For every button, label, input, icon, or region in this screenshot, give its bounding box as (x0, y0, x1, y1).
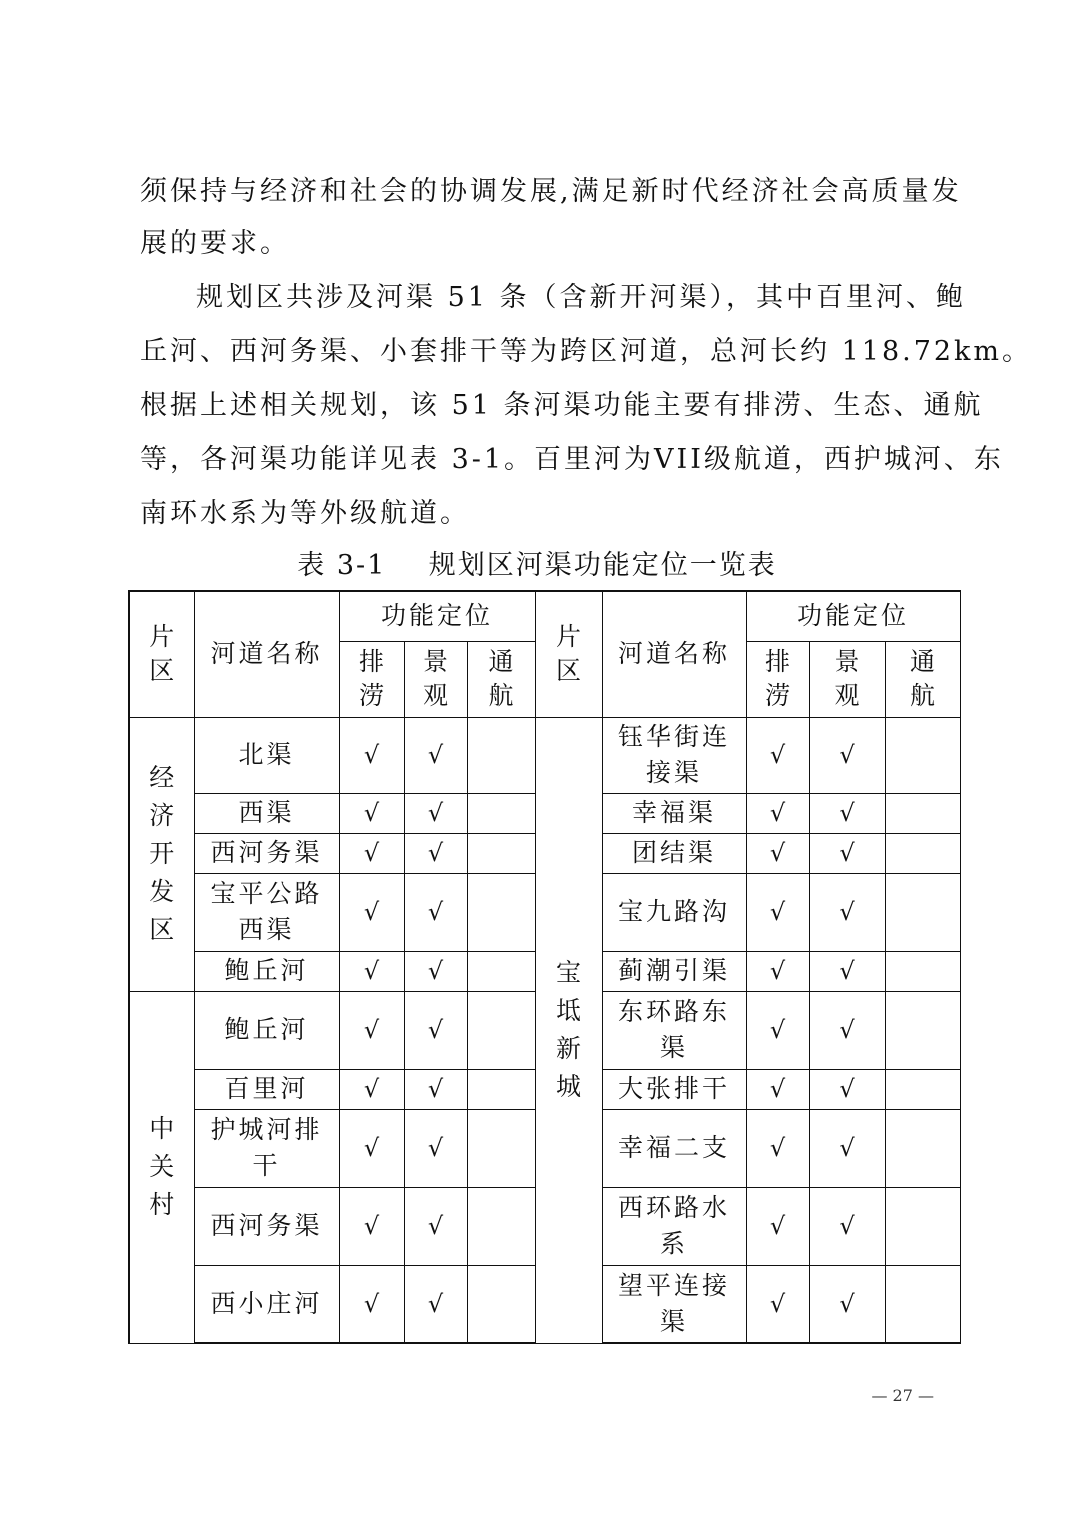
landscape-cell-text: √ (427, 957, 444, 985)
river-name-cell (602, 833, 746, 873)
landscape-cell (404, 1187, 467, 1265)
header-function (746, 591, 960, 641)
drainage-cell-text: √ (769, 957, 786, 985)
landscape-cell (809, 793, 885, 833)
river-name-cell (602, 717, 746, 793)
header-landscape (809, 641, 885, 717)
landscape-cell (809, 1069, 885, 1109)
river-name-cell-text: 西环路水系 (617, 1193, 730, 1258)
landscape-cell-text: √ (427, 1212, 444, 1240)
river-name-cell-text: 蓟潮引渠 (617, 956, 730, 985)
text-line: 展的要求。 (140, 228, 290, 259)
landscape-cell-text: √ (427, 839, 444, 867)
navigation-cell (885, 793, 960, 833)
navigation-cell (885, 833, 960, 873)
navigation-cell (885, 1187, 960, 1265)
header-function (339, 591, 535, 641)
header-river-name-text: 河道名称 (617, 639, 730, 669)
landscape-cell-text: √ (839, 799, 855, 827)
landscape-cell (809, 951, 885, 991)
header-landscape-text: 景观 (834, 646, 860, 710)
river-name-cell (602, 991, 746, 1069)
drainage-cell-text: √ (363, 1075, 380, 1103)
river-name-cell-text: 西河务渠 (210, 838, 323, 867)
river-name-cell (602, 793, 746, 833)
zone-cell-text: 宝坻新城 (555, 958, 581, 1101)
river-name-cell (602, 1265, 746, 1343)
drainage-cell (746, 793, 809, 833)
drainage-cell (339, 873, 404, 951)
drainage-cell (746, 873, 809, 951)
header-navigation-text: 通航 (909, 646, 935, 710)
river-name-cell (602, 1109, 746, 1187)
drainage-cell-text: √ (363, 1212, 380, 1240)
landscape-cell-text: √ (839, 1289, 855, 1318)
river-name-cell-text: 百里河 (224, 1074, 309, 1103)
table-caption: 表 3-1 规划区河渠功能定位一览表 (297, 550, 777, 581)
text-line: 须保持与经济和社会的协调发展,满足新时代经济社会高质量发 (140, 176, 962, 207)
header-drainage (339, 641, 404, 717)
river-name-cell-text: 西小庄河 (210, 1288, 323, 1318)
navigation-cell (885, 873, 960, 951)
navigation-cell (467, 833, 535, 873)
landscape-cell-text: √ (839, 898, 855, 926)
landscape-cell-text: √ (839, 741, 855, 769)
drainage-cell (746, 1265, 809, 1343)
drainage-cell (746, 1187, 809, 1265)
navigation-cell (885, 717, 960, 793)
navigation-cell (885, 1109, 960, 1187)
river-name-cell-text: 护城河排干 (210, 1115, 323, 1180)
landscape-cell-text: √ (839, 839, 855, 867)
drainage-cell-text: √ (769, 839, 786, 867)
header-navigation-text: 通航 (488, 646, 514, 710)
drainage-cell-text: √ (363, 839, 380, 867)
drainage-cell (339, 1187, 404, 1265)
zone-cell (535, 717, 602, 1343)
drainage-cell-text: √ (769, 1134, 786, 1162)
drainage-cell (746, 717, 809, 793)
river-name-cell (194, 717, 339, 793)
landscape-cell-text: √ (839, 957, 855, 985)
drainage-cell (746, 833, 809, 873)
drainage-cell-text: √ (363, 741, 380, 769)
river-name-cell-text: 北渠 (238, 740, 295, 769)
drainage-cell-text: √ (363, 1016, 380, 1044)
landscape-cell-text: √ (839, 1134, 855, 1162)
header-landscape-text: 景观 (422, 646, 448, 710)
header-drainage-text: 排涝 (764, 646, 790, 710)
river-name-cell (602, 1069, 746, 1109)
landscape-cell (809, 833, 885, 873)
drainage-cell-text: √ (769, 1212, 786, 1240)
drainage-cell (746, 991, 809, 1069)
header-function-text: 功能定位 (796, 601, 909, 631)
navigation-cell (467, 1265, 535, 1343)
navigation-cell (467, 873, 535, 951)
landscape-cell (404, 873, 467, 951)
landscape-cell (404, 833, 467, 873)
drainage-cell (746, 1109, 809, 1187)
drainage-cell-text: √ (363, 957, 380, 985)
drainage-cell-text: √ (769, 898, 786, 926)
navigation-cell (467, 991, 535, 1069)
river-name-cell-text: 西河务渠 (210, 1211, 323, 1240)
river-name-cell (194, 1187, 339, 1265)
header-drainage (746, 641, 809, 717)
river-name-cell (194, 1069, 339, 1109)
navigation-cell (885, 1069, 960, 1109)
landscape-cell-text: √ (427, 1075, 444, 1103)
landscape-cell (809, 1187, 885, 1265)
river-name-cell-text: 东环路东渠 (617, 997, 730, 1062)
river-name-cell-text: 望平连接渠 (617, 1270, 730, 1336)
river-name-cell (602, 1187, 746, 1265)
landscape-cell-text: √ (427, 1289, 444, 1318)
river-name-cell (194, 873, 339, 951)
navigation-cell (467, 717, 535, 793)
drainage-cell (339, 1265, 404, 1343)
landscape-cell-text: √ (427, 799, 444, 827)
header-zone-text: 片区 (149, 621, 175, 685)
header-navigation (885, 641, 960, 717)
text-line: 丘河、西河务渠、小套排干等为跨区河道，总河长约 118.72km。 (140, 336, 1033, 367)
zone-cell-text: 中关村 (149, 1114, 175, 1219)
landscape-cell (404, 1265, 467, 1343)
drainage-cell (339, 833, 404, 873)
river-name-cell (194, 1265, 339, 1343)
river-name-cell-text: 幸福二支 (617, 1133, 730, 1162)
landscape-cell-text: √ (839, 1212, 855, 1240)
header-zone-text: 片区 (555, 621, 581, 685)
header-landscape (404, 641, 467, 717)
drainage-cell-text: √ (363, 799, 380, 827)
drainage-cell-text: √ (769, 741, 786, 769)
header-zone (535, 591, 602, 717)
zone-cell-text: 经济开发区 (149, 763, 175, 944)
landscape-cell (809, 991, 885, 1069)
river-name-cell (194, 833, 339, 873)
landscape-cell (404, 991, 467, 1069)
drainage-cell-text: √ (363, 1134, 380, 1162)
drainage-cell (339, 1109, 404, 1187)
river-name-cell-text: 团结渠 (631, 838, 716, 867)
navigation-cell (467, 1109, 535, 1187)
river-name-cell-text: 钰华街连接渠 (617, 722, 730, 787)
landscape-cell-text: √ (839, 1016, 855, 1044)
river-name-cell (602, 873, 746, 951)
river-name-cell-text: 西渠 (238, 798, 295, 827)
landscape-cell (809, 873, 885, 951)
navigation-cell (467, 1069, 535, 1109)
river-name-cell-text: 鲍丘河 (224, 956, 309, 985)
landscape-cell (809, 1109, 885, 1187)
landscape-cell (404, 1069, 467, 1109)
header-river-name (602, 591, 746, 717)
header-zone (129, 591, 194, 717)
zone-cell (129, 717, 194, 991)
landscape-cell (404, 951, 467, 991)
drainage-cell (339, 991, 404, 1069)
landscape-cell (809, 1265, 885, 1343)
river-name-cell (194, 793, 339, 833)
river-name-cell-text: 宝九路沟 (617, 897, 730, 926)
navigation-cell (885, 1265, 960, 1343)
landscape-cell-text: √ (427, 741, 444, 769)
drainage-cell (339, 1069, 404, 1109)
landscape-cell (404, 793, 467, 833)
header-function-text: 功能定位 (380, 601, 493, 631)
drainage-cell (746, 1069, 809, 1109)
navigation-cell (467, 793, 535, 833)
drainage-cell (746, 951, 809, 991)
river-name-cell (194, 951, 339, 991)
drainage-cell-text: √ (363, 1289, 380, 1318)
river-name-cell-text: 大张排干 (617, 1074, 730, 1103)
navigation-cell (467, 1187, 535, 1265)
navigation-cell (467, 951, 535, 991)
zone-cell (129, 991, 194, 1343)
landscape-cell-text: √ (427, 1016, 444, 1044)
landscape-cell-text: √ (427, 898, 444, 926)
text-line: 根据上述相关规划，该 51 条河渠功能主要有排涝、生态、通航 (140, 390, 984, 421)
river-name-cell (194, 991, 339, 1069)
table-row (129, 717, 960, 793)
river-name-cell (602, 951, 746, 991)
header-drainage-text: 排涝 (358, 646, 384, 710)
landscape-cell-text: √ (839, 1075, 855, 1103)
header-river-name (194, 591, 339, 717)
drainage-cell-text: √ (769, 799, 786, 827)
drainage-cell-text: √ (769, 1075, 786, 1103)
river-name-cell-text: 鲍丘河 (224, 1015, 309, 1044)
text-line: 规划区共涉及河渠 51 条（含新开河渠），其中百里河、鲍 (196, 282, 967, 313)
drainage-cell-text: √ (769, 1289, 786, 1318)
landscape-cell (404, 717, 467, 793)
page-number: — 27 — (871, 1386, 934, 1405)
river-function-table (128, 590, 961, 1344)
landscape-cell-text: √ (427, 1134, 444, 1162)
river-name-cell-text: 宝平公路西渠 (210, 879, 323, 944)
drainage-cell (339, 951, 404, 991)
header-navigation (467, 641, 535, 717)
text-line: 南环水系为等外级航道。 (140, 498, 470, 529)
landscape-cell (809, 717, 885, 793)
navigation-cell (885, 951, 960, 991)
river-name-cell (194, 1109, 339, 1187)
drainage-cell (339, 717, 404, 793)
header-river-name-text: 河道名称 (210, 639, 323, 669)
river-name-cell-text: 幸福渠 (631, 798, 716, 827)
text-line: 等，各河渠功能详见表 3-1。百里河为VII级航道，西护城河、东 (140, 444, 1004, 475)
landscape-cell (404, 1109, 467, 1187)
drainage-cell-text: √ (363, 898, 380, 926)
drainage-cell (339, 793, 404, 833)
navigation-cell (885, 991, 960, 1069)
drainage-cell-text: √ (769, 1016, 786, 1044)
